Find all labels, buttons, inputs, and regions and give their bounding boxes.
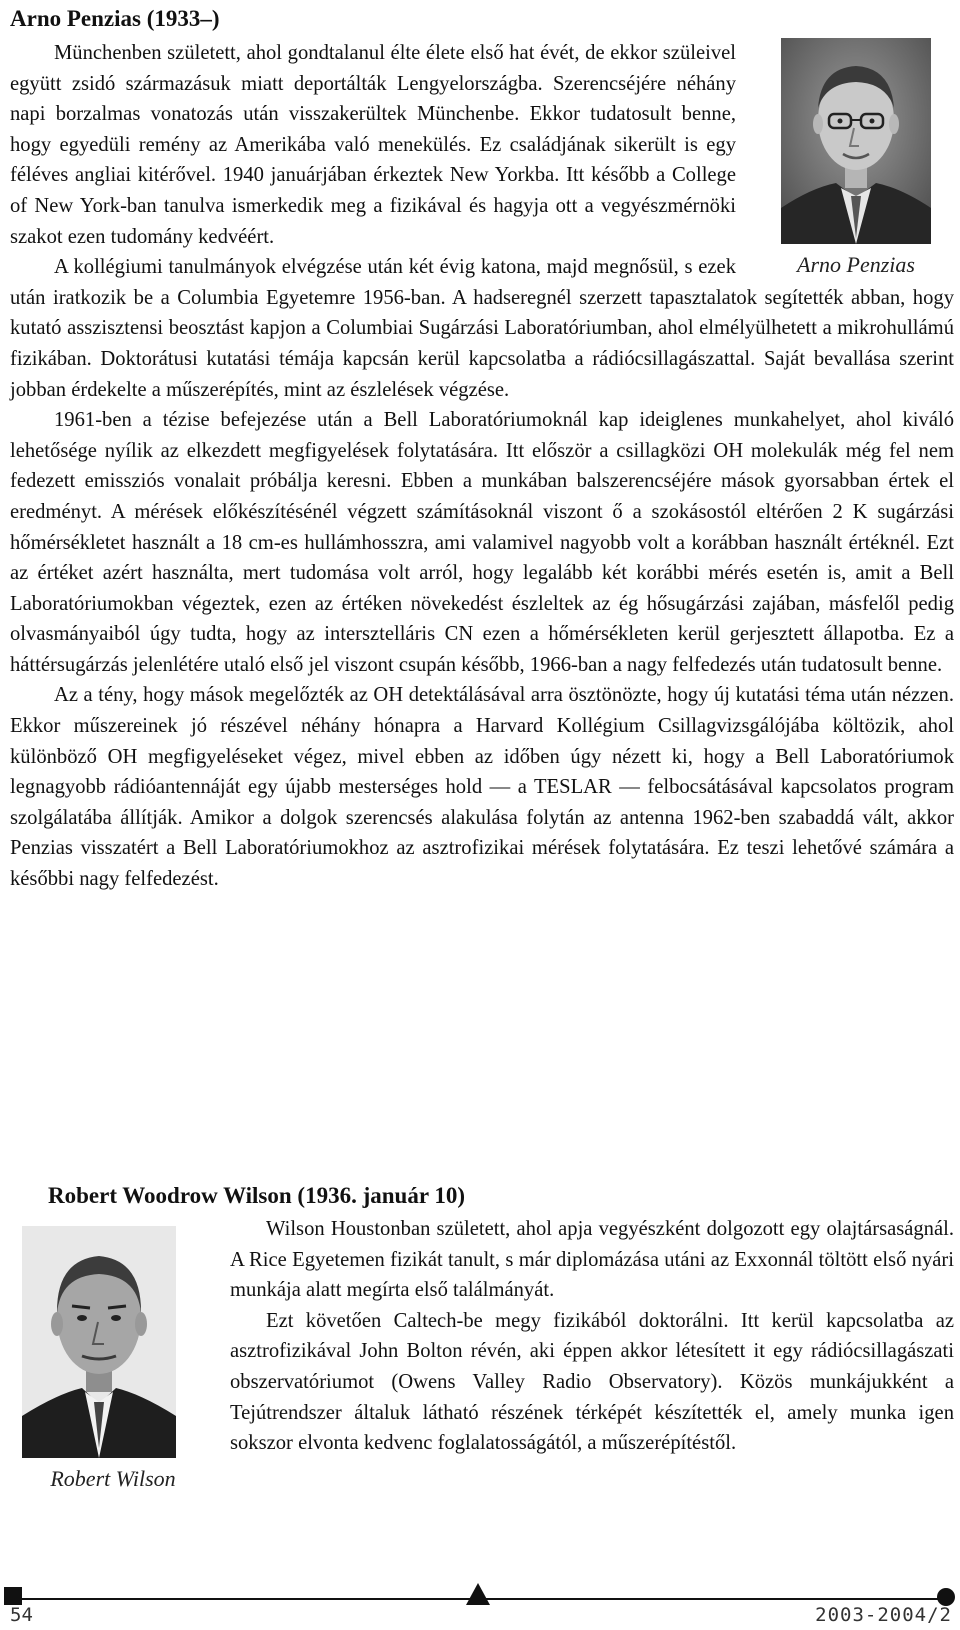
wilson-caption: Robert Wilson (50, 1466, 176, 1491)
penzias-paragraph-1: Münchenben született, ahol gondtalanul élte élete első hat évét, de ekkor szüleivel együtt zsidó származásuk miatt deportálták Lengyelországba. Szerencséjére néhány napi borzalmas vonatozás után visszakerültek Münchenbe. Ekkor tudatosult benne, hogy egyedüli remény az Amerikába való menekülés. Ez családjának sikerült is egy féléves angliai kitérővel. 1940 januárjában érkeztek New Yorkba. Itt később a College of New York-ban tanulva ismerkedik meg a fizikával és hagyja ott a vegyészmérnöki szakot ezen tudomány kedvéért. (10, 42, 736, 248)
wilson-paragraph-1: Wilson Houstonban született, ahol apja vegyészként dolgozott egy olajtársaságnál. A Rice Egyetemen fizikát tanult, s már diplomázása utáni az Exxonnál töltött első nyári munkája alatt megírta első találmányát. (230, 1218, 954, 1302)
page-number: 54 (10, 1604, 33, 1626)
issue-label: 2003-2004/2 (815, 1604, 952, 1626)
penzias-paragraph-4: Az a tény, hogy mások megelőzték az OH detektálásával arra ösztönözte, hogy új kutatási téma után nézzen. Ekkor műszereinek jó részével néhány hónapra a Harvard Kollégium Csillagvizsgálójába költözik, ahol különböző OH megfigyeléseket végez, mivel ebben az időben úgy nézett ki, hogy a Bell Laboratóriumok legnagyobb rádióantennáját egy újabb mesterséges hold — a TESLAR — felbocsátásával kapcsolatos program szolgálatába állítják. Amikor a dolgok szerencsés alakulása folytán az antenna 1962-ben szabaddá vált, akkor Penzias visszatért a Bell Laboratóriumokhoz az asztrofizikai mérések folytatására. Ez teszi lehetővé számára a későbbi nagy felfedezést. (10, 684, 954, 891)
penzias-paragraph-3: 1961-ben a tézise befejezése után a Bell Laboratóriumoknál kap ideiglenes munkahelyet, ahol kiváló lehetősége nyílik az elkezdett megfigyelések folytatására. Itt először a csillagközi OH molekulák még fel nem fedezett emissziós vonalait próbálja keresni. Ebben a munkában balszerencséjére mások gyorsabban értek el eredményt. A mérések előkészítésénél végzett számításoknál viszont ő a szokásostól eltérően 2 K sugárzási hőmérsékletet használt a 18 cm-es hullámhosszra, ami valamivel nagyobb volt a korábban használt értéknél. Ezt az értéket azért használta, mert tudomása volt arról, hogy legalább két korábbi mérés esetén is, amit a Bell Laboratóriumokban végeztek, ezen az értéken növekedést észleltek az ég hősugárzási zajában, másfelől pedig olvasmányaiból úgy tudta, hogy az intersztelláris CN ezen a hőmérsékleten kerül gerjesztett állapotba. Ez a háttérsugárzás jelenlétére utaló első jel viszont csupán később, 1966-ban a nagy felfedezés után tudatosult benne. (10, 409, 954, 676)
penzias-figure (758, 38, 954, 278)
wilson-paragraph-2: Ezt követően Caltech-be megy fizikából doktorálni. Itt kerül kapcsolatba az asztrofizikával John Bolton révén, aki éppen akkor létesített it egy rádiócsillagászati obszervatóriumot (Owens Valley Radio Observatory). Közös munkájukként a Tejútrendszer általuk látható részének térképét készítették el, amely munka igen sokszor elvonta kedvenc foglalatosságától, a műszerépítéstől. (230, 1309, 954, 1455)
penzias-article (10, 38, 954, 895)
penzias-paragraph-2: A kollégiumi tanulmányok elvégzése után két évig katona, majd megnősül, s ezek után iratkozik be a Columbia Egyetemre 1956-ban. A hadseregnél szerzett tapasztalatok segítették abban, hogy kutató asszisztensi beosztást kapjon a Columbiai Sugárzási Laboratóriumban, ahol elmélyülhetett a mikrohullámú fizikában. Doktorátusi kutatási témája kapcsán kerül kapcsolatba a rádiócsillagászattal. Saját bevallása szerint jobban érdekelte a műszerépítés, mint az észlelések végzése. (10, 256, 954, 401)
wilson-portrait-photo (22, 1226, 176, 1458)
footer-triangle-icon (466, 1583, 490, 1605)
penzias-portrait-photo (781, 38, 931, 244)
section-title-penzias: Arno Penzias (1933–) (10, 6, 220, 31)
penzias-caption: Arno Penzias (797, 252, 915, 277)
section-title-wilson: Robert Woodrow Wilson (1936. január 10) (48, 1183, 466, 1208)
wilson-article (10, 1214, 954, 1496)
wilson-figure (10, 1226, 216, 1492)
